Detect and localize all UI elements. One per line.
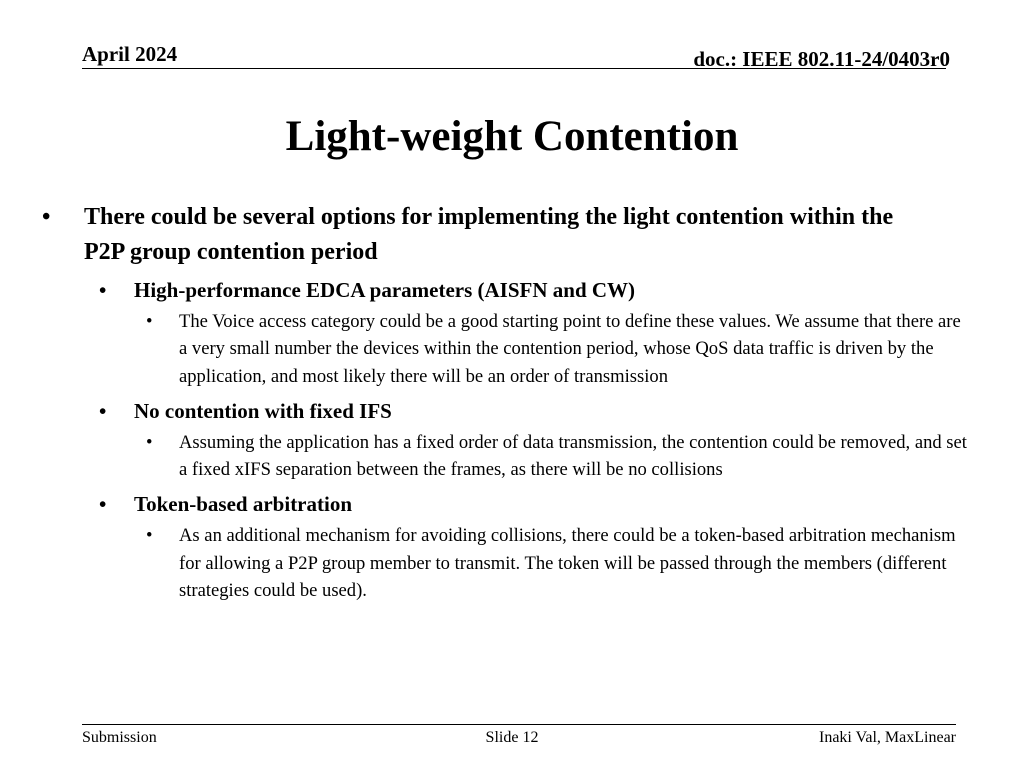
option-detail: Assuming the application has a fixed order of data transmission, the contention could be removed, and set a fixed xIFS separation between the frames, as there will be no collisions [179, 431, 967, 481]
footer-author: Inaki Val, MaxLinear [819, 729, 956, 746]
option-token-detail [0, 522, 969, 604]
option-edca [0, 275, 954, 305]
option-detail: As an additional mechanism for avoiding collisions, there could be a token-based arbitration mechanism for allowing a P2P group member to transmit. The token will be passed through the members (different strategies could be used). [179, 525, 956, 602]
slide-title: Light-weight Contention [285, 113, 739, 160]
slide-content [0, 200, 1024, 604]
header-rule [82, 68, 946, 69]
option-label: Token-based arbitration [134, 492, 353, 517]
option-label: High-performance EDCA parameters (AISFN and CW) [134, 278, 636, 302]
option-fixed-ifs-detail [0, 429, 969, 484]
option-detail: The Voice access category could be a good starting point to define these values. We assume that there are a very small number the devices within the contention period, whose QoS data traffic is driven by the application, and most likely there will be an order of transmission [179, 311, 961, 387]
header-doc-id: doc.: IEEE 802.11-24/0403r0 [693, 47, 950, 71]
main-bullet [0, 200, 924, 270]
bullet-glyph: • [99, 398, 107, 423]
bullet-glyph: • [146, 431, 153, 453]
bullet-glyph: • [99, 492, 107, 517]
main-bullet-text: There could be several options for implementing the light contention within the P2P group contention period [84, 204, 894, 265]
bullet-glyph: • [146, 311, 153, 332]
footer-slide-number: Slide 12 [485, 729, 539, 746]
header-date: April 2024 [82, 42, 178, 66]
option-label: No contention with fixed IFS [134, 398, 392, 423]
option-edca-detail [0, 308, 969, 390]
option-token [0, 489, 954, 519]
bullet-glyph: • [146, 525, 153, 547]
option-fixed-ifs [0, 396, 954, 426]
bullet-glyph: • [99, 278, 107, 302]
footer-rule [82, 724, 956, 725]
footer-submission: Submission [82, 729, 157, 746]
bullet-glyph: • [42, 204, 51, 230]
